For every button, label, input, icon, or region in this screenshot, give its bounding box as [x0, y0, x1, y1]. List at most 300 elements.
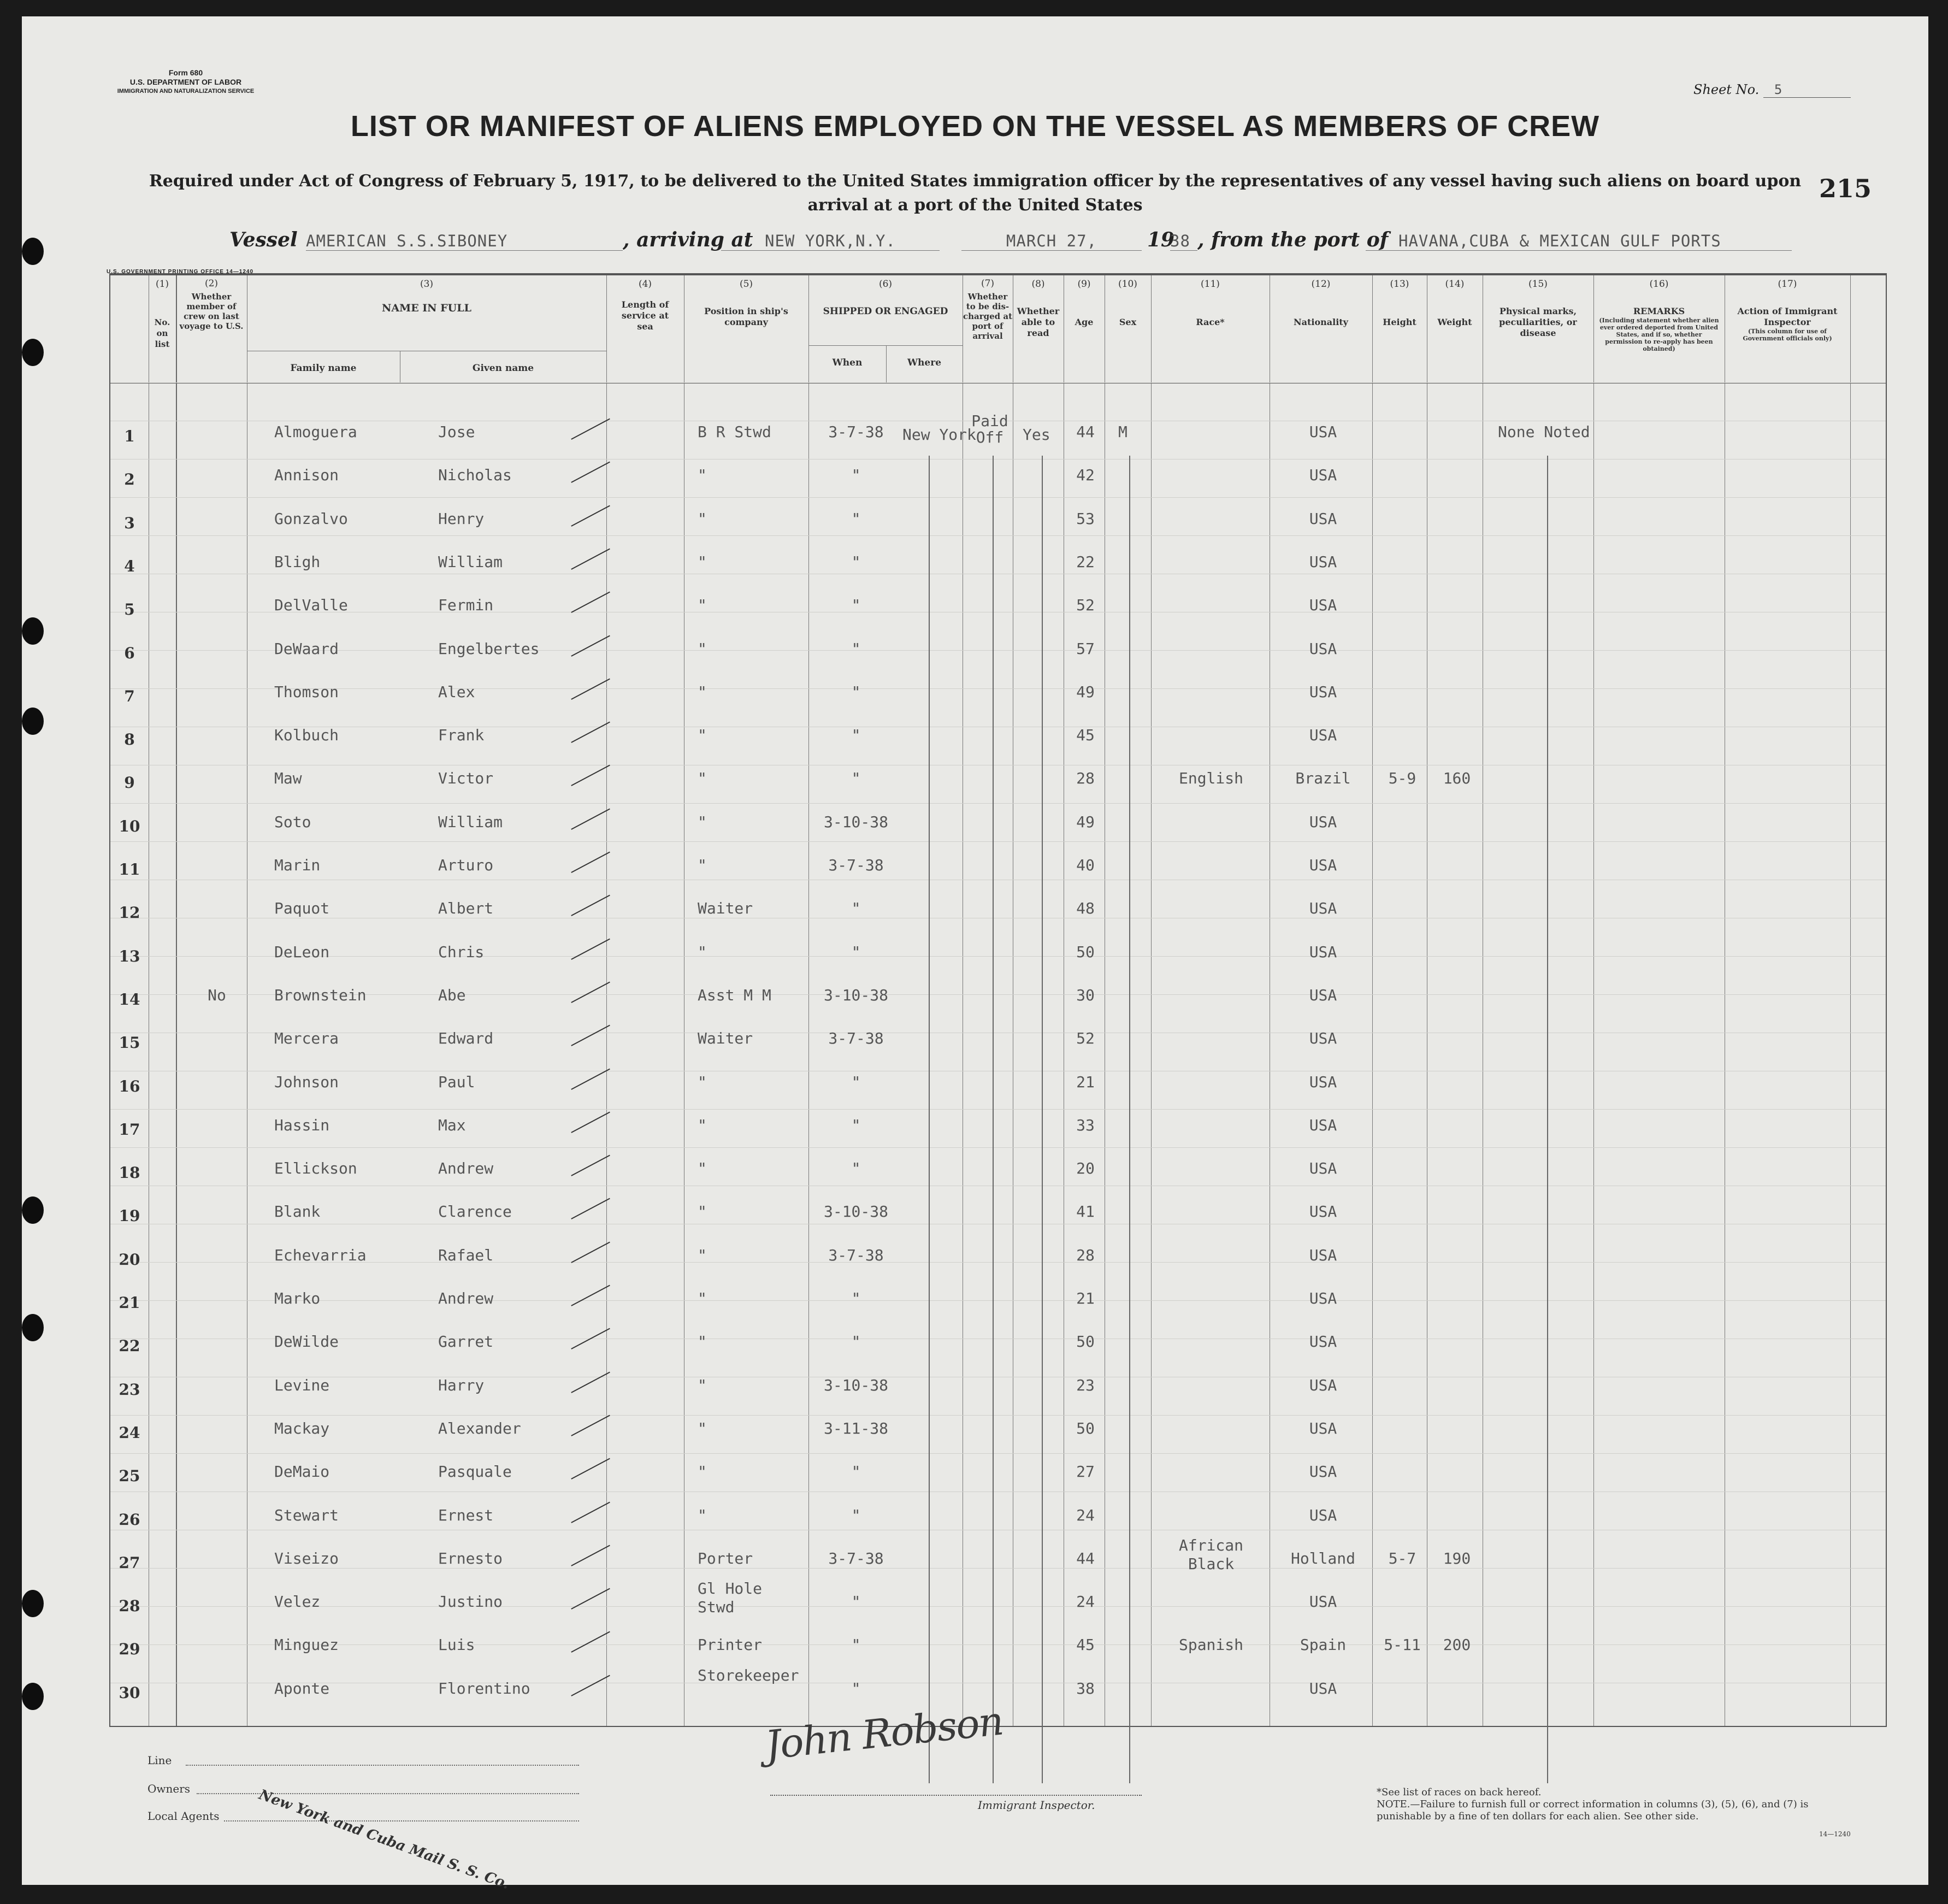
from-port-field	[1366, 228, 1792, 251]
cell-given: Garret	[438, 1333, 494, 1351]
row-number: 11	[119, 860, 140, 879]
cell-given: Pasquale	[438, 1463, 512, 1481]
cell-given: Paul	[438, 1072, 475, 1091]
cell-nat: Brazil	[1295, 769, 1351, 788]
cell-given: Florentino	[438, 1679, 530, 1697]
row-number: 7	[124, 687, 135, 705]
col-6-header: (6) SHIPPED OR ENGAGED	[823, 279, 948, 317]
cell-when: "	[851, 1506, 861, 1524]
cell-when: 3-10-38	[823, 986, 888, 1004]
given-name-header: Given name	[472, 363, 534, 374]
cell-when: 3-7-38	[828, 1246, 884, 1264]
check-mark	[571, 1545, 611, 1568]
cell-nat: USA	[1309, 1289, 1337, 1307]
cell-age: 49	[1076, 682, 1095, 701]
from-port: HAVANA,CUBA & MEXICAN GULF PORTS	[1398, 232, 1721, 250]
cell-when: "	[851, 899, 861, 918]
year-field	[1170, 228, 1197, 251]
cell-family: Aponte	[274, 1679, 330, 1697]
owners-label: Owners	[147, 1782, 191, 1795]
sheet-value: 5	[1763, 82, 1851, 98]
cell-given: Rafael	[438, 1246, 494, 1264]
cell-age: 21	[1076, 1289, 1095, 1307]
check-mark	[571, 722, 611, 745]
cell-given: Engelbertes	[438, 639, 540, 658]
cell-weight: 190	[1443, 1549, 1471, 1567]
row-1-where: New York	[902, 426, 976, 444]
cell-position: "	[698, 812, 707, 831]
cell-nat: USA	[1309, 1506, 1337, 1524]
row-1-discharged: Paid Off	[971, 412, 1008, 446]
cell-when: 3-11-38	[823, 1419, 888, 1437]
cell-given: Andrew	[438, 1289, 494, 1307]
cell-age: 57	[1076, 639, 1095, 658]
cell-position: "	[698, 1072, 707, 1091]
cell-when: "	[851, 769, 861, 788]
cell-race: Spanish	[1178, 1636, 1243, 1654]
row-number: 23	[119, 1380, 140, 1399]
cell-nat: USA	[1309, 1116, 1337, 1134]
arrival-year: 38	[1170, 232, 1190, 250]
cell-family: Hassin	[274, 1116, 330, 1134]
col-1-header: (1) No. on list	[154, 279, 170, 349]
row-number: 22	[119, 1337, 140, 1355]
punch-hole	[22, 1196, 44, 1224]
crew-table	[109, 273, 1887, 1727]
cell-age: 48	[1076, 899, 1095, 918]
form-code: 14—1240	[1819, 1830, 1851, 1838]
cell-position: "	[698, 942, 707, 961]
cell-age: 44	[1076, 423, 1095, 441]
cell-family: DeMaio	[274, 1463, 330, 1481]
cell-given: Clarence	[438, 1202, 512, 1221]
cell-when: "	[851, 1159, 861, 1178]
row-number: 29	[119, 1640, 140, 1659]
page-subtitle: Required under Act of Congress of February 5, 1917, to be delivered to the United States immigration officer by the representatives of any vessel having such aliens on board upon arrival at a port of the United States	[149, 172, 1802, 215]
row-1-sex: M	[1118, 423, 1128, 441]
row-number: 20	[119, 1250, 140, 1269]
vessel-line	[229, 228, 1803, 256]
row-number: 19	[119, 1207, 140, 1225]
cell-nat: USA	[1309, 596, 1337, 615]
cell-position: "	[698, 1116, 707, 1134]
check-mark	[571, 1458, 611, 1482]
row-number: 16	[119, 1077, 140, 1095]
row-number: 14	[119, 990, 140, 1009]
cell-family: Mackay	[274, 1419, 330, 1437]
cell-nat: USA	[1309, 509, 1337, 528]
date-field	[961, 228, 1142, 251]
cell-age: 27	[1076, 1463, 1095, 1481]
check-mark	[571, 1025, 611, 1048]
row-number: 30	[119, 1683, 140, 1702]
cell-position: B R Stwd	[698, 423, 771, 441]
cell-given: Frank	[438, 726, 485, 745]
cell-position: "	[698, 596, 707, 615]
cell-given: Max	[438, 1116, 466, 1134]
cell-race: African Black	[1178, 1536, 1243, 1573]
cell-family: Ellickson	[274, 1159, 357, 1178]
cell-position: "	[698, 639, 707, 658]
grid-line	[110, 1568, 1886, 1569]
check-mark	[571, 462, 611, 485]
cell-nat: USA	[1309, 423, 1337, 441]
check-mark	[571, 418, 611, 442]
cell-given: Albert	[438, 899, 494, 918]
cell-nat: USA	[1309, 1376, 1337, 1394]
cell-age: 33	[1076, 1116, 1095, 1134]
row-number: 27	[119, 1553, 140, 1572]
arrival-date: MARCH 27,	[1006, 232, 1097, 250]
grid-line	[110, 803, 1886, 804]
cell-position: Storekeeper	[698, 1666, 799, 1684]
cell-given: Alexander	[438, 1419, 521, 1437]
row-number: 4	[124, 557, 135, 575]
cell-when: 3-10-38	[823, 1376, 888, 1394]
check-mark	[571, 852, 611, 875]
cell-given: Nicholas	[438, 466, 512, 485]
punch-hole	[22, 339, 44, 366]
cell-weight: 160	[1443, 769, 1471, 788]
check-mark	[571, 981, 611, 1005]
cell-family: Marin	[274, 856, 321, 874]
cell-age: 24	[1076, 1593, 1095, 1611]
page-title: LIST OR MANIFEST OF ALIENS EMPLOYED ON THE VESSEL AS MEMBERS OF CREW	[350, 110, 1600, 143]
row-number: 12	[119, 904, 140, 922]
col-11-header: (11) Race*	[1196, 279, 1225, 327]
sheet-number	[1693, 82, 1874, 98]
cell-nat: Spain	[1300, 1636, 1347, 1654]
arriving-field	[721, 228, 940, 251]
cell-age: 41	[1076, 1202, 1095, 1221]
cell-family: Velez	[274, 1593, 321, 1611]
check-mark	[571, 635, 611, 658]
row-number: 15	[119, 1034, 140, 1052]
cell-when: "	[851, 1636, 861, 1654]
cell-age: 28	[1076, 1246, 1095, 1264]
cell-position: Gl Hole Stwd	[698, 1579, 763, 1617]
cell-age: 38	[1076, 1679, 1095, 1697]
cell-given: Chris	[438, 942, 485, 961]
cell-nat: USA	[1309, 1419, 1337, 1437]
cell-given: Harry	[438, 1376, 485, 1394]
cell-age: 28	[1076, 769, 1095, 788]
col-13-header: (13) Height	[1383, 279, 1416, 327]
agents-label: Local Agents	[147, 1809, 220, 1823]
check-mark	[571, 895, 611, 918]
cell-nat: USA	[1309, 812, 1337, 831]
cell-family: Marko	[274, 1289, 321, 1307]
cell-nat: USA	[1309, 552, 1337, 571]
cell-given: Edward	[438, 1029, 494, 1048]
footnote-penalty: NOTE.—Failure to furnish full or correct information in columns (3), (5), (6), and (7) is punishable by a fine of ten dollars for each alien. See other side.	[1377, 1799, 1809, 1822]
where-ditto-line	[929, 456, 930, 1783]
cell-nat: USA	[1309, 682, 1337, 701]
col-17-header: (17) Action of Immigrant Inspector (This column for use of Government officials only)	[1737, 279, 1838, 342]
cell-nat: USA	[1309, 1202, 1337, 1221]
row-number: 8	[124, 730, 135, 749]
check-mark	[571, 1414, 611, 1438]
arriving-label: , arriving at	[623, 228, 753, 251]
row-number: 5	[124, 600, 135, 619]
cell-family: Bligh	[274, 552, 321, 571]
col-9-header: (9) Age	[1075, 279, 1094, 327]
row-number: 10	[119, 817, 140, 835]
cell-given: William	[438, 552, 503, 571]
row-number: 24	[119, 1423, 140, 1442]
check-mark	[571, 1588, 611, 1612]
cell-family: Minguez	[274, 1636, 339, 1654]
vessel-name-field	[306, 228, 623, 251]
cell-position: "	[698, 1376, 707, 1394]
cell-position: Porter	[698, 1549, 753, 1567]
cell-nat: USA	[1309, 1159, 1337, 1178]
check-mark	[571, 1155, 611, 1178]
cell-position: "	[698, 1506, 707, 1524]
check-mark	[571, 1675, 611, 1698]
cell-given: Jose	[438, 423, 475, 441]
cell-family: Stewart	[274, 1506, 339, 1524]
grid-line	[110, 1109, 1886, 1110]
cell-family: DeLeon	[274, 942, 330, 961]
cell-nat: USA	[1309, 942, 1337, 961]
footnote-races: *See list of races on back hereof.	[1377, 1787, 1542, 1798]
cell-height: 5-11	[1384, 1636, 1421, 1654]
col-16-header: (16) REMARKS (Including statement whether alien ever ordered deported from United States, and if so, whether permission to re-apply has been obtained)	[1599, 279, 1719, 352]
check-mark	[571, 938, 611, 962]
cell-family: Almoguera	[274, 423, 357, 441]
cell-given: Luis	[438, 1636, 475, 1654]
cell-when: "	[851, 1463, 861, 1481]
cell-age: 30	[1076, 986, 1095, 1004]
cell-when: "	[851, 682, 861, 701]
grid-line	[110, 535, 1886, 536]
cell-position: "	[698, 1159, 707, 1178]
check-mark	[571, 1068, 611, 1092]
row-number: 18	[119, 1164, 140, 1182]
cell-family: Viseizo	[274, 1549, 339, 1567]
cell-age: 45	[1076, 726, 1095, 745]
vessel-name: AMERICAN S.S.SIBONEY	[306, 232, 508, 250]
col-3-header: (3) NAME IN FULL	[382, 279, 471, 314]
cell-height: 5-7	[1388, 1549, 1416, 1567]
cell-given: Abe	[438, 986, 466, 1004]
cell-weight: 200	[1443, 1636, 1471, 1654]
cell-nat: USA	[1309, 726, 1337, 745]
cell-position: "	[698, 1419, 707, 1437]
cell-when: "	[851, 1333, 861, 1351]
cell-family: Gonzalvo	[274, 509, 348, 528]
cell-family: Thomson	[274, 682, 339, 701]
cell-position: "	[698, 552, 707, 571]
check-mark	[571, 548, 611, 571]
cell-position: Waiter	[698, 899, 753, 918]
punch-hole	[22, 1314, 44, 1341]
read-ditto-line	[1042, 456, 1043, 1783]
grid-line	[110, 497, 1886, 498]
check-mark	[571, 505, 611, 528]
cell-age: 53	[1076, 509, 1095, 528]
cell-given: Ernesto	[438, 1549, 503, 1567]
cell-age: 21	[1076, 1072, 1095, 1091]
cell-given: Arturo	[438, 856, 494, 874]
gpo-imprint: U.S. GOVERNMENT PRINTING OFFICE 14—1240	[107, 269, 254, 275]
cell-position: "	[698, 1289, 707, 1307]
manifest-sheet	[22, 16, 1928, 1893]
cell-given: Andrew	[438, 1159, 494, 1178]
row-number: 13	[119, 947, 140, 965]
cell-family: DeWaard	[274, 639, 339, 658]
cell-age: 49	[1076, 812, 1095, 831]
cell-given: Ernest	[438, 1506, 494, 1524]
grid-line	[110, 1415, 1886, 1416]
cell-family: Kolbuch	[274, 726, 339, 745]
grid-line	[110, 1453, 1886, 1454]
cell-when: 3-7-38	[828, 423, 884, 441]
year-prefix: 19	[1147, 228, 1175, 251]
cell-race: English	[1178, 769, 1243, 788]
cell-nat: USA	[1309, 899, 1337, 918]
row-number: 28	[119, 1597, 140, 1616]
check-mark	[571, 1328, 611, 1352]
cell-age: 52	[1076, 1029, 1095, 1048]
check-mark	[571, 765, 611, 788]
cell-when: "	[851, 726, 861, 745]
row-1-marks: None Noted	[1498, 423, 1590, 441]
department: U.S. DEPARTMENT OF LABOR	[129, 78, 242, 86]
cell-position: Printer	[698, 1636, 763, 1654]
check-mark	[571, 808, 611, 832]
col-5-header: (5) Position in ship's company	[704, 279, 788, 327]
marks-ditto-line	[1547, 456, 1548, 1783]
cell-when: "	[851, 552, 861, 571]
cell-age: 52	[1076, 596, 1095, 615]
check-mark	[571, 1285, 611, 1308]
cell-given: Henry	[438, 509, 485, 528]
cell-nat: USA	[1309, 1593, 1337, 1611]
col-12-header: (12) Nationality	[1294, 279, 1348, 327]
cell-height: 5-9	[1388, 769, 1416, 788]
row-number: 9	[124, 774, 135, 792]
col-2-header: (2) Whether member of crew on last voyage to U.S.	[179, 278, 244, 331]
cell-position: "	[698, 1202, 707, 1221]
line-stamp: New York and Cuba Mail S. S. Co.	[256, 1787, 512, 1893]
cell-age: 22	[1076, 552, 1095, 571]
line-label: Line	[147, 1754, 172, 1767]
check-mark	[571, 1111, 611, 1135]
cell-age: 45	[1076, 1636, 1095, 1654]
cell-nat: USA	[1309, 856, 1337, 874]
col-14-header: (14) Weight	[1437, 279, 1472, 327]
sheet-label: Sheet No.	[1693, 82, 1760, 97]
cell-c2: No	[208, 986, 226, 1004]
cell-given: Alex	[438, 682, 475, 701]
cell-family: Soto	[274, 812, 311, 831]
cell-family: Maw	[274, 769, 302, 788]
grid-line	[110, 1147, 1886, 1148]
row-number: 25	[119, 1467, 140, 1486]
cell-nat: USA	[1309, 1333, 1337, 1351]
row-number: 17	[119, 1120, 140, 1139]
cell-age: 20	[1076, 1159, 1095, 1178]
cell-nat: USA	[1309, 639, 1337, 658]
cell-position: "	[698, 1246, 707, 1264]
punch-hole	[22, 1683, 44, 1710]
from-label: , from the port of	[1197, 228, 1389, 251]
cell-age: 42	[1076, 466, 1095, 485]
cell-family: Johnson	[274, 1072, 339, 1091]
cell-age: 50	[1076, 1419, 1095, 1437]
cell-when: "	[851, 942, 861, 961]
cell-when: 3-10-38	[823, 1202, 888, 1221]
cell-age: 44	[1076, 1549, 1095, 1567]
punch-hole	[22, 617, 44, 645]
col-15-header: (15) Physical marks, peculiarities, or disease	[1499, 279, 1577, 338]
cell-position: "	[698, 466, 707, 485]
cell-family: Echevarria	[274, 1246, 367, 1264]
cell-family: Paquot	[274, 899, 330, 918]
cell-when: "	[851, 1116, 861, 1134]
cell-nat: USA	[1309, 986, 1337, 1004]
cell-position: "	[698, 856, 707, 874]
cell-nat: Holland	[1290, 1549, 1355, 1567]
page-number: 215	[1819, 174, 1872, 203]
cell-age: 24	[1076, 1506, 1095, 1524]
cell-nat: USA	[1309, 1029, 1337, 1048]
footnote	[1377, 1787, 1857, 1823]
punch-hole	[22, 708, 44, 735]
cell-position: "	[698, 1463, 707, 1481]
cell-family: DelValle	[274, 596, 348, 615]
cell-nat: USA	[1309, 466, 1337, 485]
cell-when: 3-10-38	[823, 812, 888, 831]
cell-family: Brownstein	[274, 986, 367, 1004]
row-number: 1	[124, 427, 135, 445]
cell-position: Waiter	[698, 1029, 753, 1048]
check-mark	[571, 678, 611, 702]
row-1-read: Yes	[1023, 426, 1050, 444]
discharged-ditto-line	[993, 456, 994, 1783]
cell-age: 40	[1076, 856, 1095, 874]
inspector-label: Immigrant Inspector.	[978, 1799, 1095, 1812]
col-7-header: (7) Whether to be dis-charged at port of arrival	[963, 278, 1013, 341]
form-id-block	[104, 68, 268, 96]
grid-line	[110, 841, 1886, 842]
cell-when: "	[851, 596, 861, 615]
row-number: 2	[124, 470, 135, 489]
cell-position: "	[698, 682, 707, 701]
form-number: Form 680	[168, 68, 203, 77]
row-number: 26	[119, 1510, 140, 1529]
check-mark	[571, 1198, 611, 1222]
col-10-header: (10) Sex	[1118, 279, 1137, 327]
cell-when: "	[851, 639, 861, 658]
cell-nat: USA	[1309, 1072, 1337, 1091]
check-mark	[571, 1241, 611, 1265]
cell-family: Blank	[274, 1202, 321, 1221]
cell-age: 50	[1076, 1333, 1095, 1351]
punch-hole	[22, 1590, 44, 1617]
cell-when: "	[851, 509, 861, 528]
cell-given: Fermin	[438, 596, 494, 615]
row-number: 6	[124, 644, 135, 662]
check-mark	[571, 1371, 611, 1395]
cell-nat: USA	[1309, 1246, 1337, 1264]
row-number: 3	[124, 514, 135, 532]
cell-given: William	[438, 812, 503, 831]
service: IMMIGRATION AND NATURALIZATION SERVICE	[117, 88, 255, 95]
grid-line	[110, 382, 1886, 383]
